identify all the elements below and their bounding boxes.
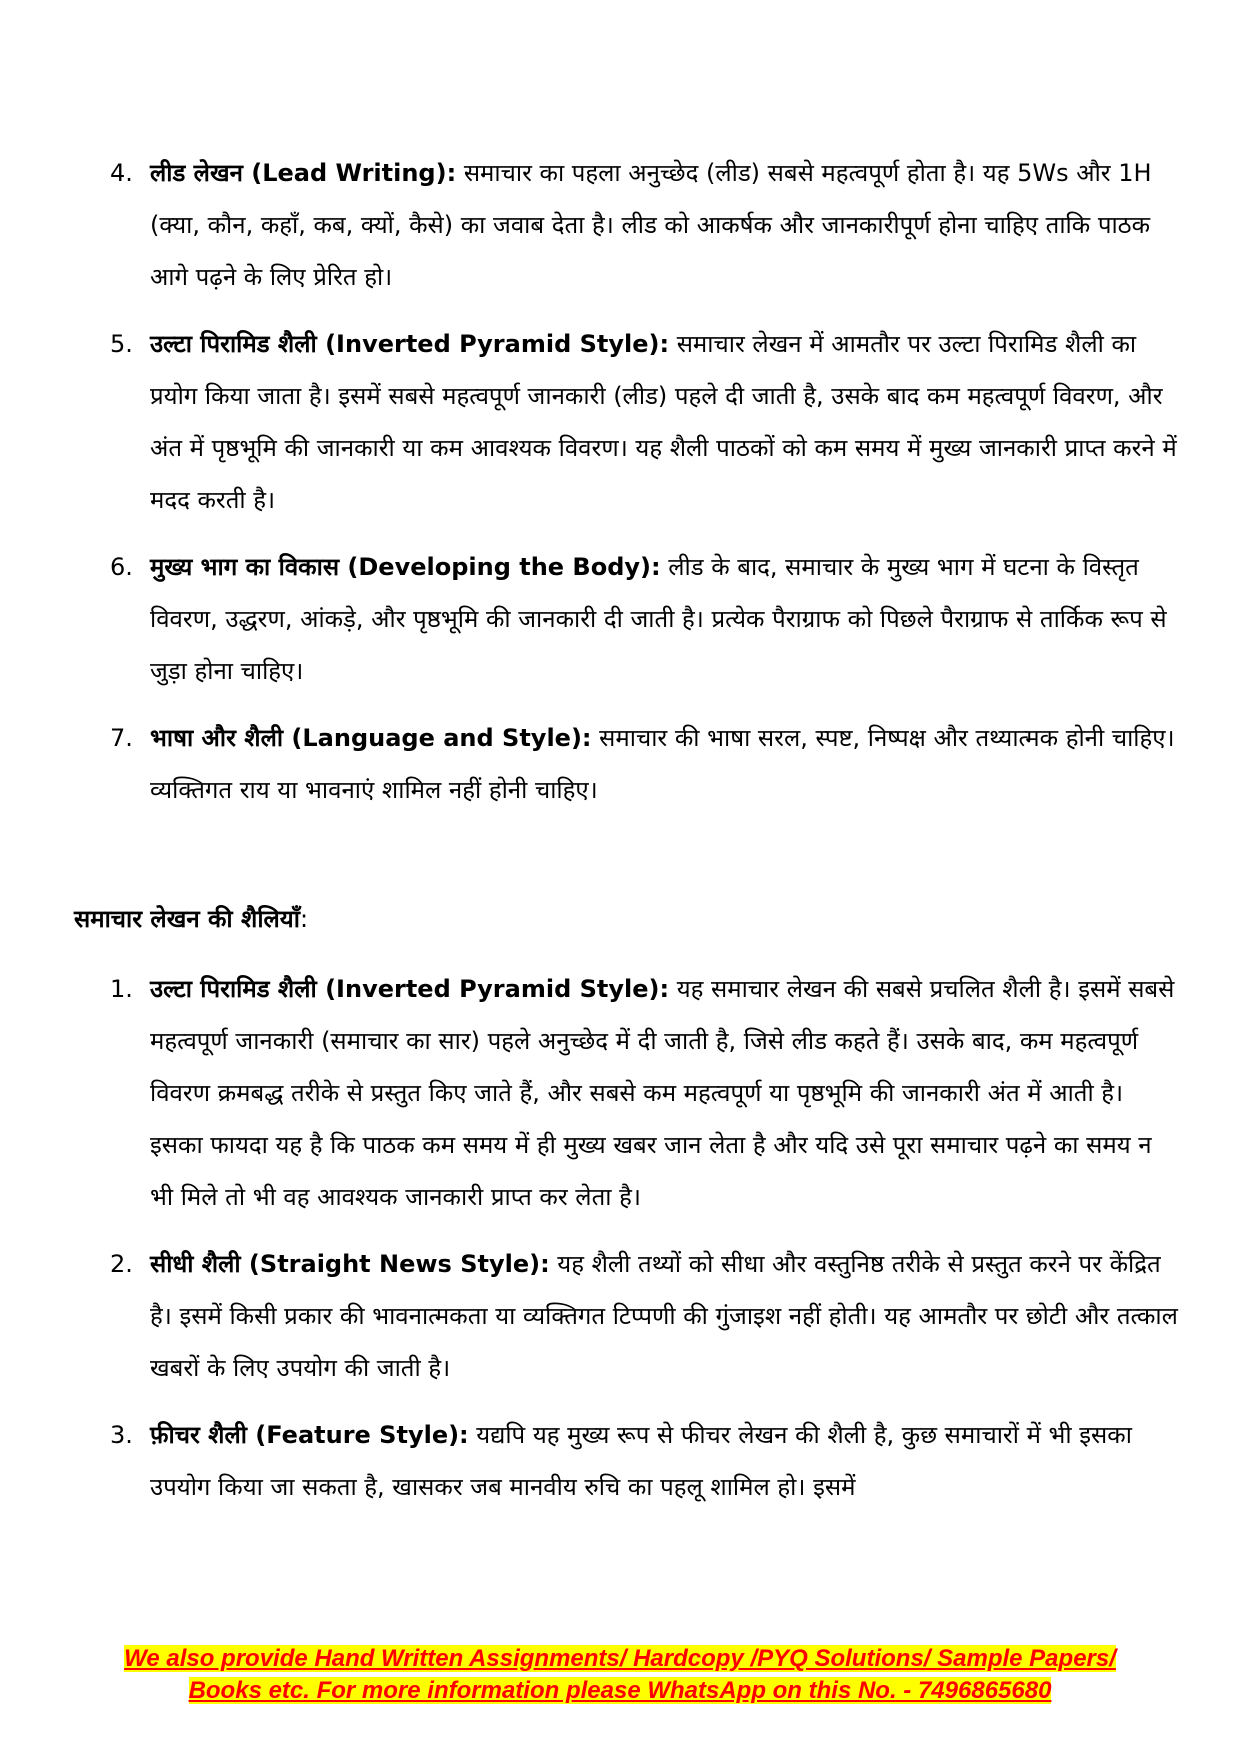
- item-number: 6.: [110, 553, 133, 581]
- item-term: भाषा और शैली (Language and Style):: [150, 724, 592, 752]
- item-term: उल्टा पिरामिड शैली (Inverted Pyramid Style):: [150, 975, 670, 1003]
- item-term: मुख्य भाग का विकास (Developing the Body):: [150, 553, 661, 581]
- news-writing-styles-list: [110, 963, 1180, 1513]
- item-number: 1.: [110, 975, 133, 1003]
- item-term: उल्टा पिरामिड शैली (Inverted Pyramid Style):: [150, 330, 670, 358]
- promo-footer: [60, 1643, 1180, 1707]
- list-item: [110, 1238, 1180, 1394]
- list-item: [110, 963, 1180, 1223]
- item-number: 7.: [110, 724, 133, 752]
- item-text: यह शैली तथ्यों को सीधा और वस्तुनिष्ठ तरीके से प्रस्तुत करने पर केंद्रित है। इसमें किसी प्रकार की भावनात्मकता या व्यक्तिगत टिप्पणी की गुंजाइश नहीं होती। यह आमतौर पर छोटी और तत्काल खबरों के लिए उपयोग की जाती है।: [150, 1250, 1178, 1382]
- section-heading: [74, 893, 308, 945]
- footer-line-2: Books etc. For more information please WhatsApp on this No. - 7496865680: [188, 1677, 1052, 1704]
- item-text: लीड के बाद, समाचार के मुख्य भाग में घटना के विस्तृत विवरण, उद्धरण, आंकड़े, और पृष्ठभूमि की जानकारी दी जाती है। प्रत्येक पैराग्राफ को पिछले पैराग्राफ से तार्किक रूप से जुड़ा होना चाहिए।: [150, 553, 1167, 685]
- footer-line-1: We also provide Hand Written Assignments/ Hardcopy /PYQ Solutions/ Sample Papers/: [124, 1645, 1116, 1672]
- list-item: [110, 541, 1180, 697]
- item-text: यह समाचार लेखन की सबसे प्रचलित शैली है। इसमें सबसे महत्वपूर्ण जानकारी (समाचार का सार) पहले अनुच्छेद में दी जाती है, जिसे लीड कहते हैं। उसके बाद, कम महत्वपूर्ण विवरण क्रमबद्ध तरीके से प्रस्तुत किए जाते हैं, और सबसे कम महत्वपूर्ण या पृष्ठभूमि की जानकारी अंत में आती है। इसका फायदा यह है कि पाठक कम समय में ही मुख्य खबर जान लेता है और यदि उसे पूरा समाचार पढ़ने का समय न भी मिले तो भी वह आवश्यक जानकारी प्राप्त कर लेता है।: [150, 975, 1175, 1211]
- item-text: समाचार लेखन में आमतौर पर उल्टा पिरामिड शैली का प्रयोग किया जाता है। इसमें सबसे महत्वपूर्ण जानकारी (लीड) पहले दी जाती है, उसके बाद कम महत्वपूर्ण विवरण, और अंत में पृष्ठभूमि की जानकारी या कम आवश्यक विवरण। यह शैली पाठकों को कम समय में मुख्य जानकारी प्राप्त करने में मदद करती है।: [150, 330, 1177, 514]
- item-text: समाचार का पहला अनुच्छेद (लीड) सबसे महत्वपूर्ण होता है। यह 5Ws और 1H (क्या, कौन, कहाँ, कब, क्यों, कैसे) का जवाब देता है। लीड को आकर्षक और जानकारीपूर्ण होना चाहिए ताकि पाठक आगे पढ़ने के लिए प्रेरित हो।: [150, 159, 1152, 291]
- item-number: 3.: [110, 1421, 133, 1449]
- item-number: 5.: [110, 330, 133, 358]
- section-heading-text: समाचार लेखन की शैलियाँ: [74, 905, 300, 933]
- list-item: [110, 147, 1180, 303]
- item-text: यद्यपि यह मुख्य रूप से फीचर लेखन की शैली है, कुछ समाचारों में भी इसका उपयोग किया जा सकता है, खासकर जब मानवीय रुचि का पहलू शामिल हो। इसमें: [150, 1421, 1132, 1501]
- item-text: समाचार की भाषा सरल, स्पष्ट, निष्पक्ष और तथ्यात्मक होनी चाहिए। व्यक्तिगत राय या भावनाएं शामिल नहीं होनी चाहिए।: [150, 724, 1175, 804]
- list-item: [110, 318, 1180, 526]
- item-term: लीड लेखन (Lead Writing):: [150, 159, 457, 187]
- item-number: 2.: [110, 1250, 133, 1278]
- list-item: [110, 712, 1180, 816]
- item-number: 4.: [110, 159, 133, 187]
- section-heading-colon: :: [299, 905, 309, 933]
- list-item: [110, 1409, 1180, 1513]
- item-term: फ़ीचर शैली (Feature Style):: [150, 1421, 469, 1449]
- news-writing-steps-list: [110, 147, 1180, 816]
- item-term: सीधी शैली (Straight News Style):: [150, 1250, 550, 1278]
